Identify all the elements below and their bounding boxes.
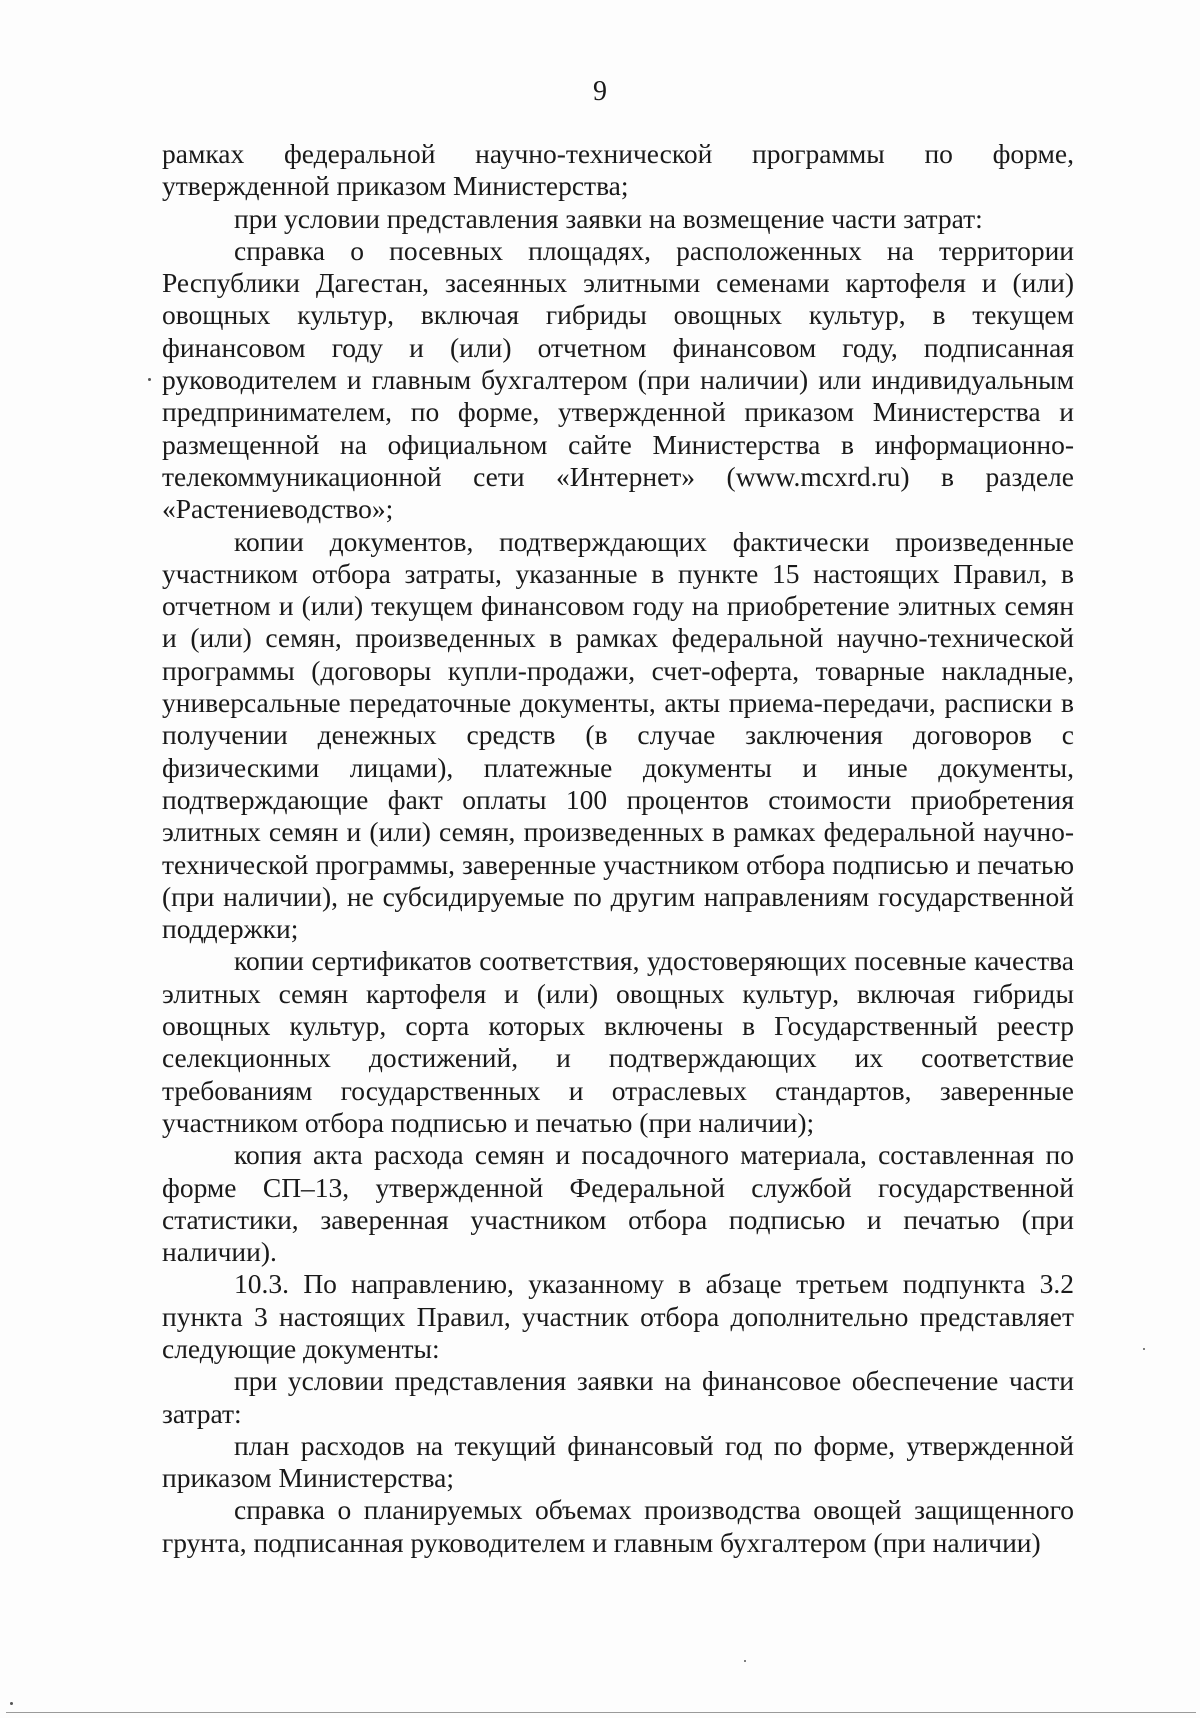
paragraph-financing-condition: при условии представления заявки на финансовое обеспечение части затрат: xyxy=(162,1365,1074,1429)
paragraph-conformity-certificates: копии сертификатов соответствия, удостоверяющих посевные качества элитных семян картофеля и (или) овощных культур, включая гибриды овощных культур, сорта которых включены в Государственный реестр селекционных достижений, и подтверждающих их соответствие требованиям государственных и отраслевых стандартов, заверенные участником отбора подписью и печатью (при наличии); xyxy=(162,945,1074,1138)
paragraph-continuation: рамках федеральной научно-технической программы по форме, утвержденной приказом Министерства; xyxy=(162,138,1074,202)
scan-speck xyxy=(1143,1348,1145,1350)
paragraph-seed-consumption-act: копия акта расхода семян и посадочного материала, составленная по форме СП–13, утвержденной Федеральной службой государственной статистики, заверенная участником отбора подписью и печатью (при наличии). xyxy=(162,1139,1074,1268)
paragraph-cost-documents: копии документов, подтверждающих фактически произведенные участником отбора затраты, указанные в пункте 15 настоящих Правил, в отчетном и (или) текущем финансовом году на приобретение элитных семян и (или) семян, произведенных в рамках федеральной научно-технической программы (договоры купли-продажи, счет-оферта, товарные накладные, универсальные передаточные документы, акты приема-передачи, расписки в получении денежных средств (в случае заключения договоров с физическими лицами), платежные документы и иные документы, подтверждающие факт оплаты 100 процентов стоимости приобретения элитных семян и (или) семян, произведенных в рамках федеральной научно-технической программы, заверенные участником отбора подписью и печатью (при наличии), не субсидируемые по другим направлениям государственной поддержки; xyxy=(162,525,1074,945)
page-number: 9 xyxy=(593,76,607,107)
paragraph-greenhouse-volumes: справка о планируемых объемах производства овощей защищенного грунта, подписанная руководителем и главным бухгалтером (при наличии) xyxy=(162,1494,1074,1558)
scan-speck xyxy=(148,378,151,381)
paragraph-expense-plan: план расходов на текущий финансовый год по форме, утвержденной приказом Министерства; xyxy=(162,1429,1074,1494)
paragraph-item-10-3: 10.3. По направлению, указанному в абзаце третьем подпункта 3.2 пункта 3 настоящих Правил, участник отбора дополнительно представляет следующие документы: xyxy=(162,1268,1074,1364)
scan-speck xyxy=(10,1702,13,1705)
scan-edge-line xyxy=(6,1712,1196,1713)
scan-speck xyxy=(744,1660,746,1662)
document-body xyxy=(162,138,1074,1559)
paragraph-sown-area-certificate: справка о посевных площадях, расположенных на территории Республики Дагестан, засеянных элитными семенами картофеля и (или) овощных культур, включая гибриды овощных культур, в текущем финансовом году и (или) отчетном финансовом году, подписанная руководителем и главным бухгалтером (при наличии) или индивидуальным предпринимателем, по форме, утвержденной приказом Министерства и размещенной на официальном сайте Министерства в информационно-телекоммуникационной сети «Интернет» (www.mcxrd.ru) в разделе «Растениеводство»; xyxy=(162,234,1074,525)
paragraph-reimbursement-condition: при условии представления заявки на возмещение части затрат: xyxy=(234,202,983,234)
